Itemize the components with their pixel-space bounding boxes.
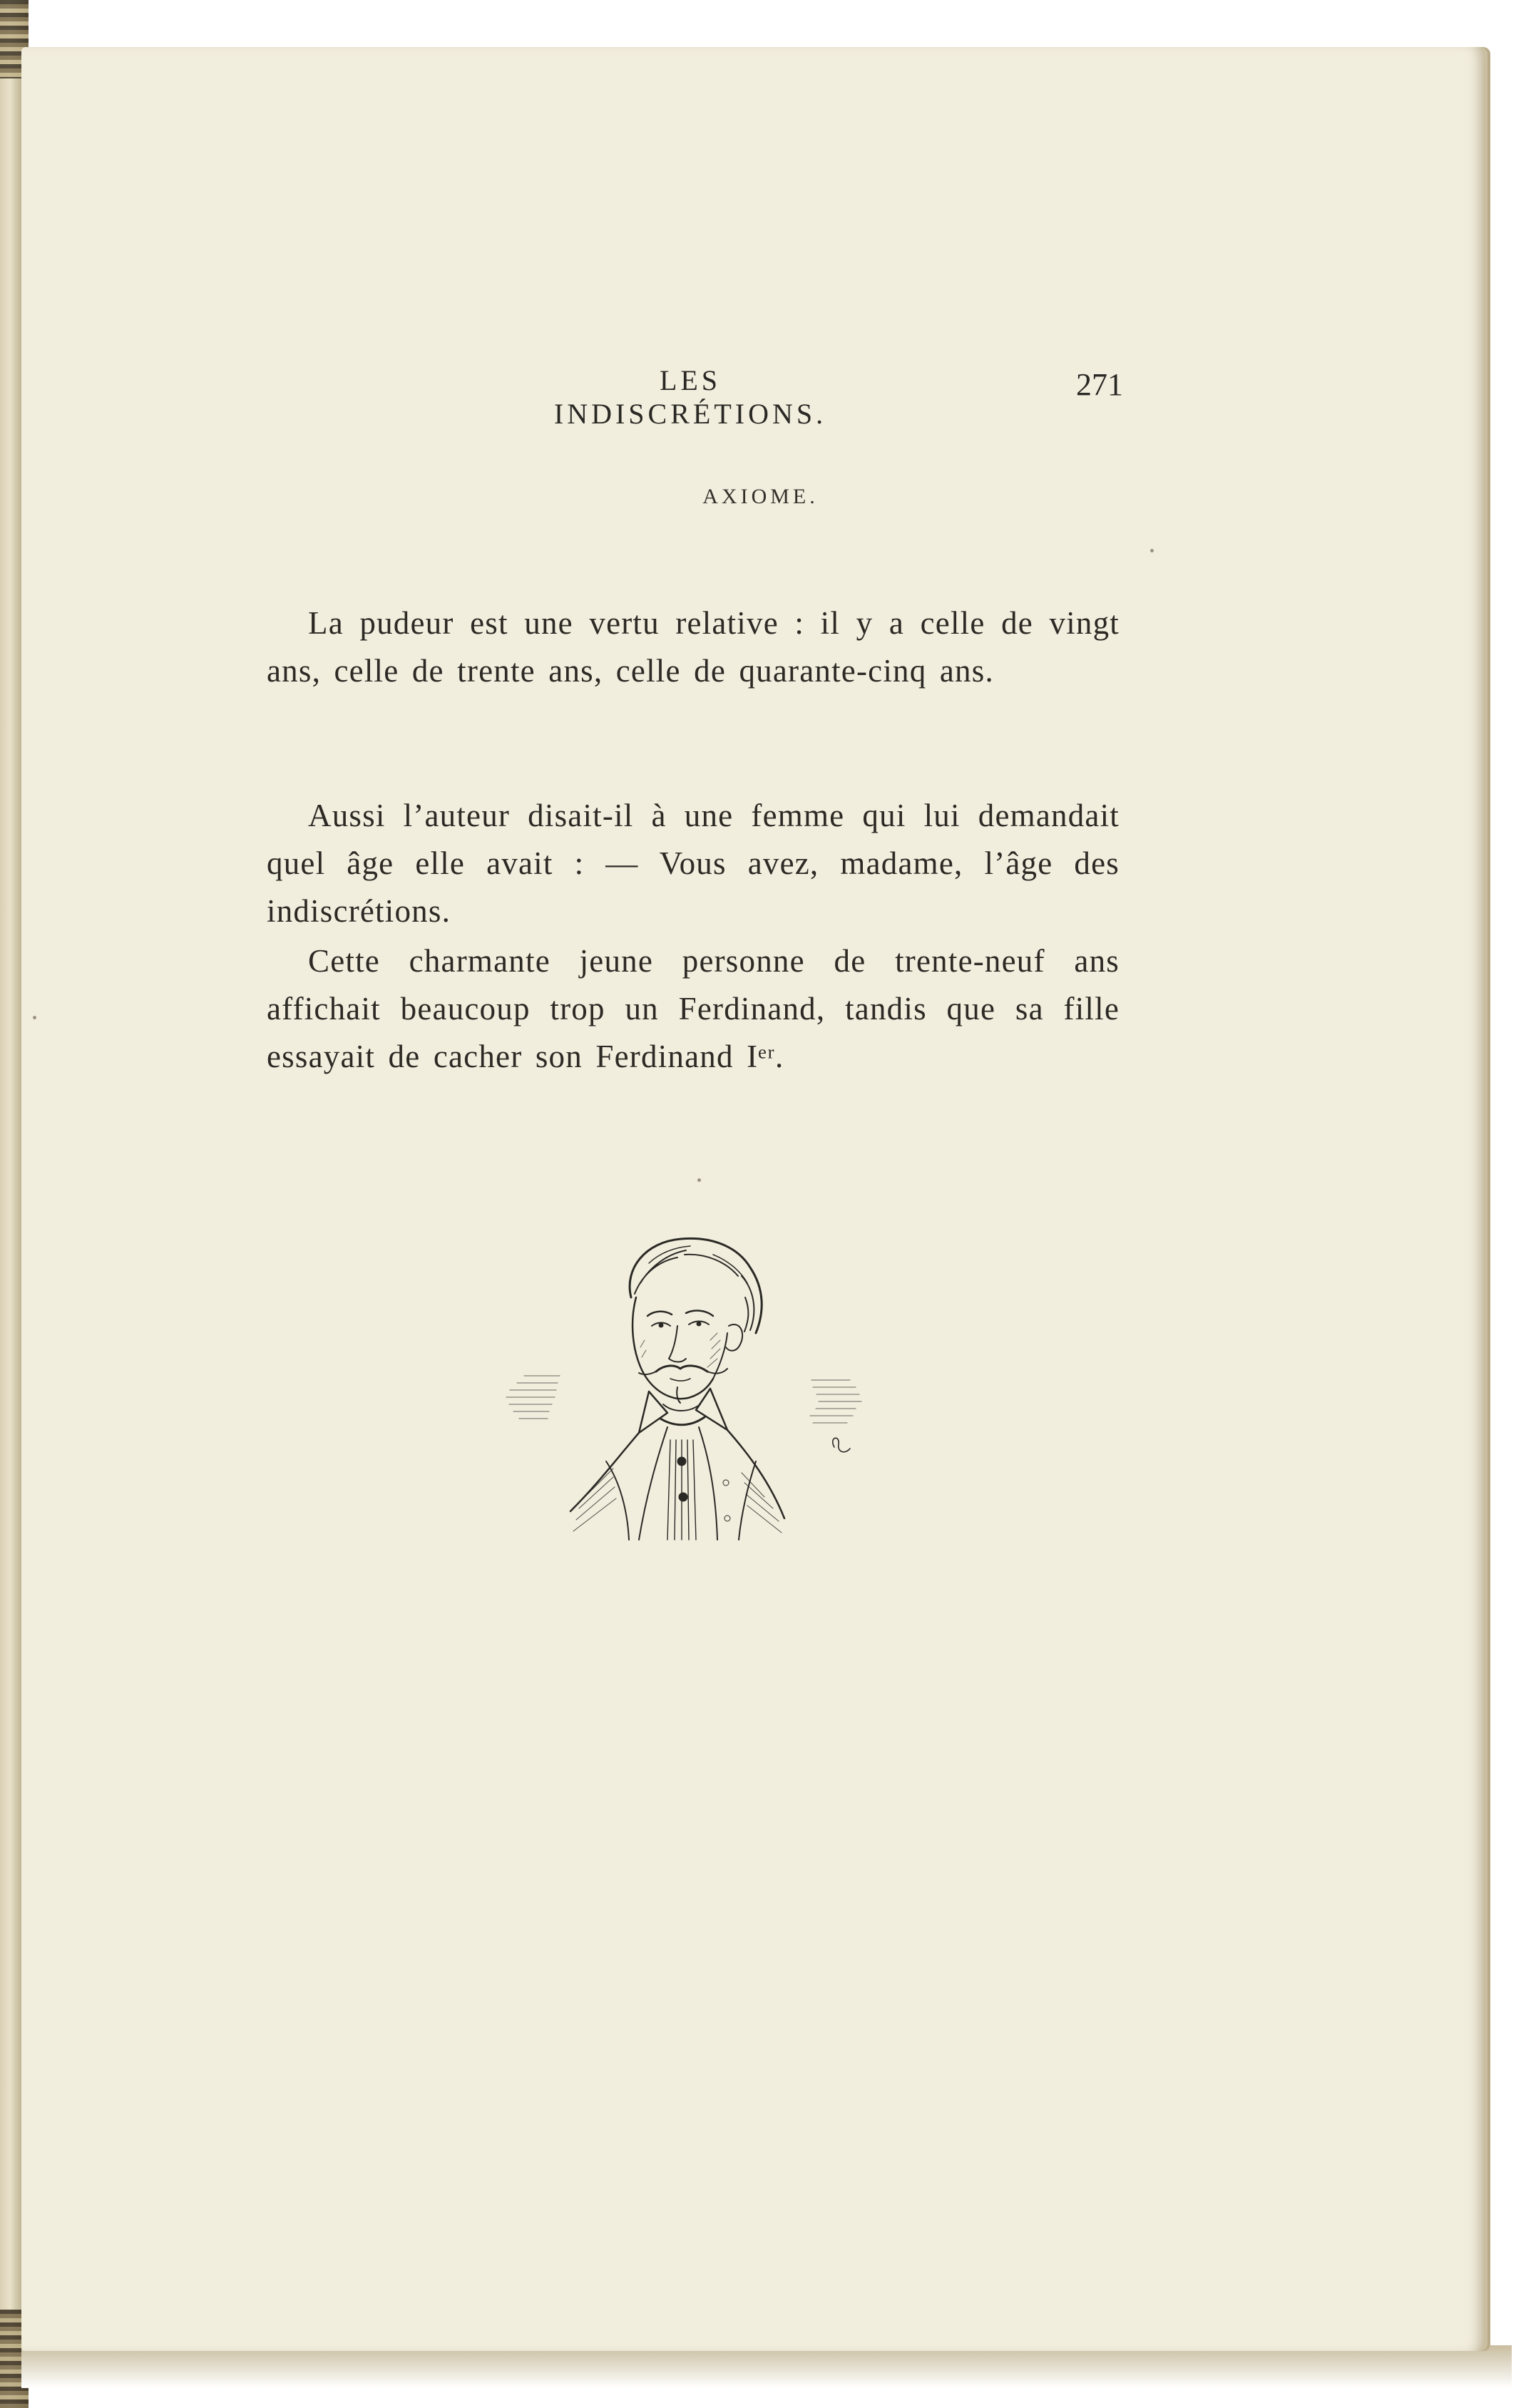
paragraph-axiome: La pudeur est une vertu relative : il y a celle de vingt ans, celle de trente ans, celle de quarante-cinq ans. (267, 605, 1120, 689)
page-shadow (21, 2345, 1512, 2388)
running-head (0, 364, 1521, 430)
stray-ink-mark (33, 1016, 36, 1019)
paragraph-ferdinand: Cette charmante jeune personne de trente-neuf ans affichait beaucoup trop un Ferdinand, tandis que sa fille essayait de cacher son Ferdinand Iᵉʳ. (267, 943, 1120, 1074)
portrait-engraving (499, 1226, 870, 1568)
stray-ink-mark (1150, 549, 1154, 552)
page-number: 271 (1076, 367, 1123, 402)
paragraph-auteur: Aussi l’auteur disait-il à une femme qui lui demandait quel âge elle avait : — Vous avez, madame, l’âge des indiscrétions. (267, 798, 1120, 929)
section-title: AXIOME. (702, 485, 819, 508)
stray-ink-mark (697, 1178, 701, 1182)
running-title: LES INDISCRÉTIONS. (553, 364, 827, 430)
